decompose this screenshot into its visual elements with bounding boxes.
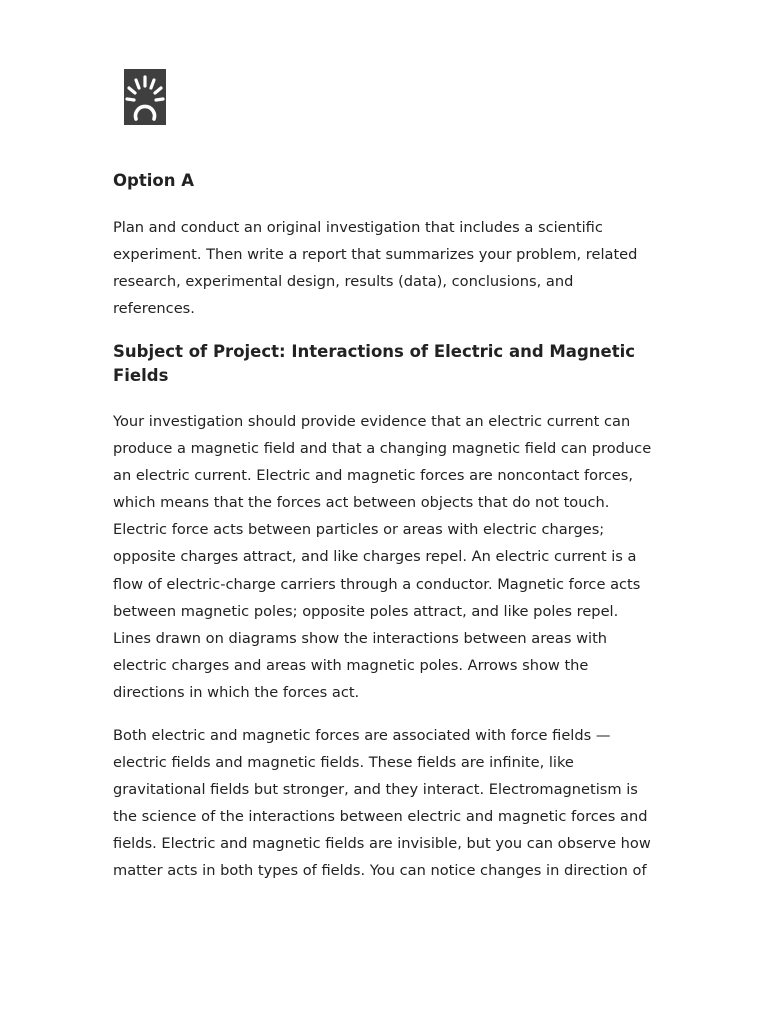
sunburst-logo-icon — [124, 69, 166, 125]
paragraph-line: between magnetic poles; opposite poles attract, and like poles repel. — [113, 602, 619, 620]
paragraph-line: Lines drawn on diagrams show the interactions between areas with — [113, 629, 608, 647]
paragraph-line: matter acts in both types of fields. You can notice changes in direction of — [113, 862, 647, 880]
paragraph-line: flow of electric-charge carriers through a conductor. Magnetic force acts — [113, 575, 641, 593]
intro-line: experiment. Then write a report that summarizes your problem, related — [113, 246, 638, 264]
paragraph-line: Electric force acts between particles or areas with electric charges; — [113, 521, 605, 539]
subject-heading-line: Fields — [113, 366, 169, 385]
paragraph-line: produce a magnetic field and that a changing magnetic field can produce — [113, 440, 652, 458]
paragraph-line: opposite charges attract, and like charges repel. An electric current is a — [113, 548, 637, 566]
paragraph-line: electric fields and magnetic fields. These fields are infinite, like — [113, 754, 574, 772]
paragraph-line: electric charges and areas with magnetic poles. Arrows show the — [113, 656, 589, 674]
body-paragraph-2 — [113, 722, 671, 885]
option-heading: Option A — [113, 171, 194, 190]
paragraph-line: the science of the interactions between electric and magnetic forces and — [113, 808, 648, 826]
paragraph-line: gravitational fields but stronger, and they interact. Electromagnetism is — [113, 781, 638, 799]
paragraph-line: Your investigation should provide evidence that an electric current can — [113, 413, 631, 430]
paragraph-line: fields. Electric and magnetic fields are invisible, but you can observe how — [113, 835, 651, 853]
subject-heading — [113, 340, 635, 388]
intro-line: Plan and conduct an original investigation that includes a scientific — [113, 219, 603, 236]
subject-heading-line: Subject of Project: Interactions of Electric and Magnetic — [113, 342, 636, 361]
paragraph-line: an electric current. Electric and magnetic forces are noncontact forces, — [113, 467, 634, 485]
paragraph-line: which means that the forces act between objects that do not touch. — [113, 494, 610, 512]
body-paragraph-1 — [113, 408, 671, 706]
intro-paragraph — [113, 214, 671, 322]
intro-line: research, experimental design, results (data), conclusions, and — [113, 273, 574, 291]
paragraph-line: Both electric and magnetic forces are associated with force fields — — [113, 727, 611, 744]
paragraph-line: directions in which the forces act. — [113, 683, 360, 701]
intro-line: references. — [113, 300, 195, 318]
